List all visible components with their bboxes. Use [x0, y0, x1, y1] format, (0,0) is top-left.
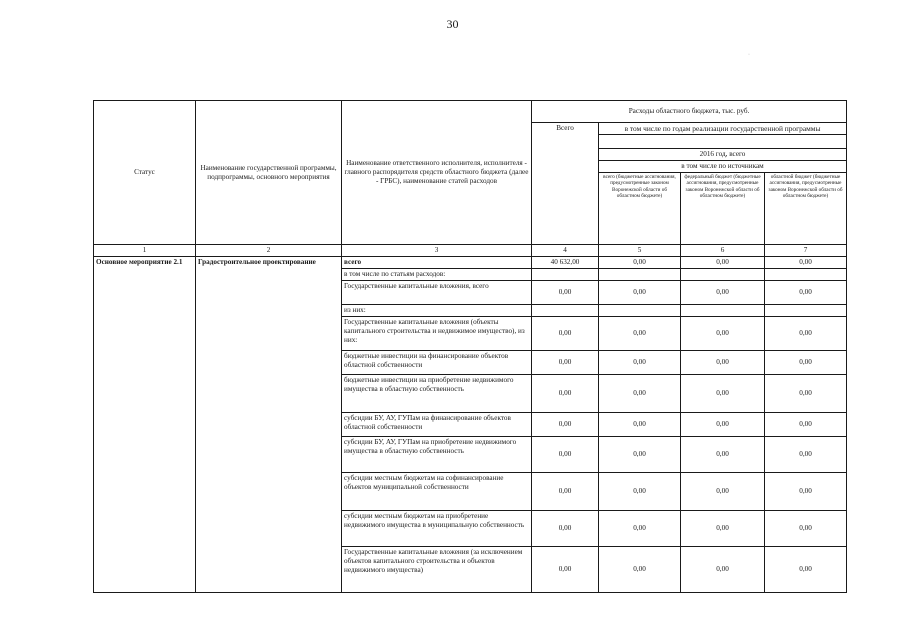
- row-total: 0,00: [532, 281, 599, 305]
- column-number: 7: [765, 245, 847, 257]
- row-total: 0,00: [532, 547, 599, 593]
- header-source-federal: федеральный бюджет (бюджетные ассигнования, предусмотренные законом Воронежской области об областном бюджете): [681, 173, 765, 245]
- header-status: Статус: [94, 101, 196, 245]
- column-number: 4: [532, 245, 599, 257]
- header-total: Всего: [532, 123, 599, 245]
- row-col7: 0,00: [765, 473, 847, 511]
- column-number: 5: [599, 245, 681, 257]
- row-total: 0,00: [532, 511, 599, 547]
- column-number: 3: [342, 245, 532, 257]
- row-col6: 0,00: [681, 317, 765, 351]
- header-by-sources: в том числе по источникам: [599, 161, 847, 173]
- row-col6: 0,00: [681, 437, 765, 473]
- row-label: субсидии местным бюджетам на софинансирование объектов муниципальной собственности: [342, 473, 532, 511]
- event-status: Основное мероприятие 2.1: [94, 257, 196, 593]
- row-label: бюджетные инвестиции на финансирование объектов областной собственности: [342, 351, 532, 375]
- column-number: 2: [196, 245, 342, 257]
- row-total: 0,00: [532, 317, 599, 351]
- row-label: субсидии БУ, АУ, ГУПам на приобретение недвижимого имущества в областную собственность: [342, 437, 532, 473]
- column-number-row: [94, 245, 847, 257]
- row-col7: 0,00: [765, 413, 847, 437]
- row-total: 0,00: [532, 473, 599, 511]
- row-col6: 0,00: [681, 413, 765, 437]
- header-by-years: в том числе по годам реализации государственной программы: [599, 123, 847, 135]
- row-col5: 0,00: [599, 437, 681, 473]
- row-col7: 0,00: [765, 547, 847, 593]
- header-source-regional: областной бюджет (бюджетные ассигнования, предусмотренные законом Воронежской области об областном бюджете): [765, 173, 847, 245]
- row-col6: 0,00: [681, 547, 765, 593]
- row-total: 0,00: [532, 413, 599, 437]
- row-col5: 0,00: [599, 375, 681, 413]
- row-col5: 0,00: [599, 511, 681, 547]
- row-col7: 0,00: [765, 351, 847, 375]
- row-col5: 0,00: [599, 413, 681, 437]
- row-col7: 0,00: [765, 511, 847, 547]
- scan-speck: ·: [748, 52, 750, 58]
- row-total: 0,00: [532, 437, 599, 473]
- row-total: 0,00: [532, 351, 599, 375]
- row-col5: 0,00: [599, 351, 681, 375]
- column-number: 1: [94, 245, 196, 257]
- header-spacer: [599, 135, 847, 149]
- row-col7: 0,00: [765, 257, 847, 269]
- row-col7: 0,00: [765, 281, 847, 305]
- header-executor: Наименование ответственного исполнителя, исполнителя - главного распорядителя средств областного бюджета (далее - ГРБС), наименование статей расходов: [342, 101, 532, 245]
- row-col5: 0,00: [599, 257, 681, 269]
- row-col7: 0,00: [765, 437, 847, 473]
- page-number: 30: [446, 17, 459, 31]
- row-col5: 0,00: [599, 317, 681, 351]
- row-col5: 0,00: [599, 281, 681, 305]
- row-col6: 0,00: [681, 281, 765, 305]
- row-col7: 0,00: [765, 375, 847, 413]
- row-col6: 0,00: [681, 511, 765, 547]
- row-label: всего: [342, 257, 532, 269]
- row-total: 40 632,00: [532, 257, 599, 269]
- row-label: Государственные капитальные вложения (объекты капитального строительства и недвижимое имущество), из них:: [342, 317, 532, 351]
- budget-table: [93, 100, 847, 593]
- header-program: Наименование государственной программы, подпрограммы, основного мероприятия: [196, 101, 342, 245]
- header-expenses: Расходы областного бюджета, тыс. руб.: [532, 101, 847, 123]
- row-label: субсидии БУ, АУ, ГУПам на финансирование объектов областной собственности: [342, 413, 532, 437]
- column-number: 6: [681, 245, 765, 257]
- event-program: Градостроительное проектирование: [196, 257, 342, 593]
- row-label: в том числе по статьям расходов:: [342, 269, 532, 281]
- row-label: из них:: [342, 305, 532, 317]
- row-label: Государственные капитальные вложения, всего: [342, 281, 532, 305]
- row-col5: 0,00: [599, 547, 681, 593]
- header-year: 2016 год, всего: [599, 149, 847, 161]
- row-col6: 0,00: [681, 257, 765, 269]
- row-col6: 0,00: [681, 375, 765, 413]
- row-label: Государственные капитальные вложения (за исключением объектов капитального строительства и объектов недвижимого имущества): [342, 547, 532, 593]
- row-label: бюджетные инвестиции на приобретение недвижимого имущества в областную собственность: [342, 375, 532, 413]
- row-col6: 0,00: [681, 473, 765, 511]
- row-total: 0,00: [532, 375, 599, 413]
- header-source-total: всего (бюджетные ассигнования, предусмотренные законом Воронежской области об областном бюджете): [599, 173, 681, 245]
- row-col5: 0,00: [599, 473, 681, 511]
- row-col7: 0,00: [765, 317, 847, 351]
- row-col6: 0,00: [681, 351, 765, 375]
- table-row: [94, 257, 847, 269]
- row-label: субсидии местным бюджетам на приобретение недвижимого имущества в муниципальную собственность: [342, 511, 532, 547]
